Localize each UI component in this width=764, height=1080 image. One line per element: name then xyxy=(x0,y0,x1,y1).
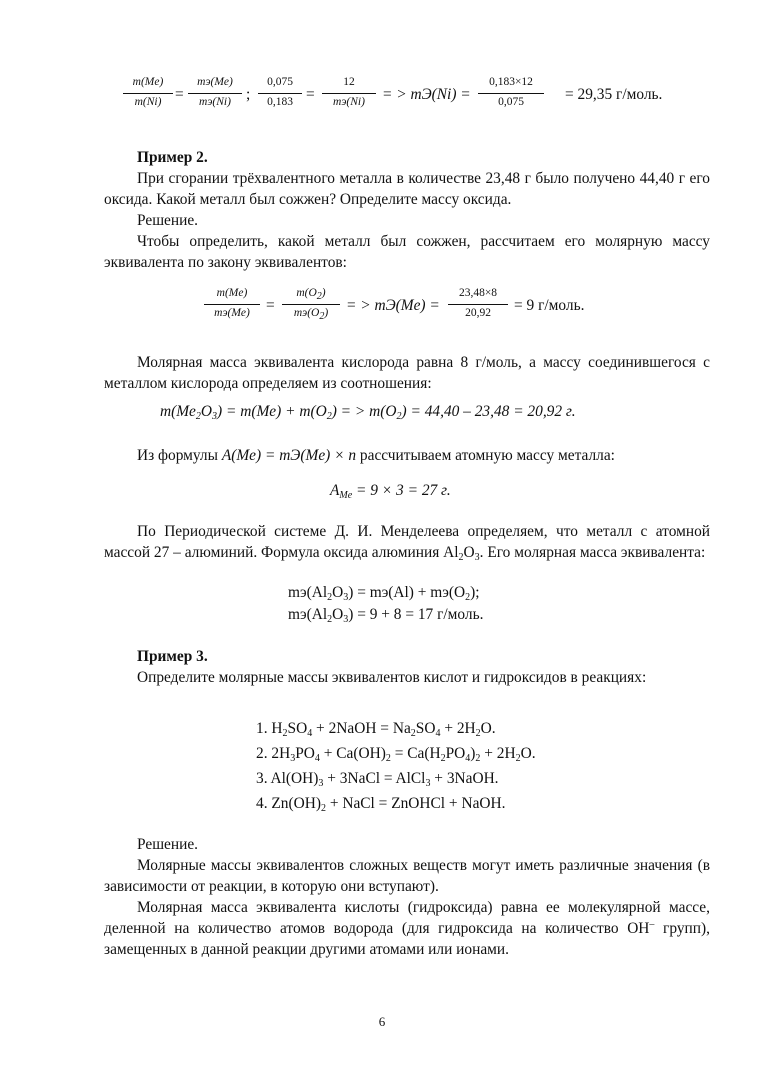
example-2-paragraph-1: Чтобы определить, какой металл был сожжен, рассчитаем его молярную массу эквивалента по закону эквивалентов: xyxy=(104,233,710,271)
example-2-heading: Пример 2. xyxy=(137,149,208,166)
example-2-paragraph-3: Из формулы A(Me) = mЭ(Me) × n рассчитываем атомную массу металла: xyxy=(137,447,615,464)
example-2-problem: При сгорании трёхвалентного металла в количестве 23,48 г было получено 44,40 г его оксида. Какой металл был сожжен? Определите массу оксида. xyxy=(104,170,710,208)
reaction-3: 3. $Al(OH)_3$ + 3NaCl = AlCl$_3$ + 3NaOH. xyxy=(256,770,499,789)
example-3-heading: Пример 3. xyxy=(137,648,208,665)
equation-oxide-1: $mэ(Al_2O_3) = mэ(Al) + mэ(O_2)$; xyxy=(288,584,480,603)
equation-atomic-mass: $A_{Me} = 9 \times 3 = 27$ г. xyxy=(330,482,451,501)
example-2-paragraph-2: Молярная масса эквивалента кислорода равна 8 г/моль, а массу соединившегося с металлом кислорода определяем из соотношения: xyxy=(104,354,710,392)
reaction-1: 1. $H_2SO_4$ + 2NaOH = $Na_2SO_4 + 2H_2O$. xyxy=(256,720,496,739)
example-2-solution-label: Решение. xyxy=(137,212,199,229)
equation-oxygen-mass: $m(Me_2O_3) = m(Me) + m(O_2)$ = > $m(O_2) = 44,40 - 23,48 = 20,92$ г. xyxy=(160,403,576,422)
reaction-4: 4. $Zn(OH)_2$ + NaCl = ZnOHCl + NaOH. xyxy=(256,795,506,814)
page-number: 6 xyxy=(378,1014,386,1029)
reaction-2: 2. $2H_3PO_4 + Ca(OH)_2 = Ca(H_2PO_4)_2 + 2H_2O$. xyxy=(256,745,536,764)
example-2-paragraph-4: По Периодической системе Д. И. Менделеева определяем, что металл с атомной массой 27 – алюминий. Формула оксида алюминия $Al_2O_3$. Его молярная масса эквивалента: xyxy=(104,523,710,563)
example-3-paragraph-1: Молярные массы эквивалентов сложных веществ могут иметь различные значения (в зависимости от реакции, в которую они вступают). xyxy=(104,857,710,895)
equation-oxide-2: $mэ(Al_2O_3) = 9 + 8 = 17$ г/моль. xyxy=(288,606,484,625)
example-3-problem: Определите молярные массы эквивалентов кислот и гидроксидов в реакциях: xyxy=(137,669,647,686)
example-3-solution-label: Решение. xyxy=(137,836,199,853)
example-3-paragraph-2: Молярная масса эквивалента кислоты (гидроксида) равна ее молекулярной массе, деленной на количество атомов водорода (для гидроксида на количество OH– групп), замещенных в данной реакции другими атомами или ионами. xyxy=(104,899,710,958)
document-page: m(Me) m(Ni) = mэ(Me) mэ(Ni) ; 0,075 0,183 = 12 mэ(Ni) = > mЭ(Ni) = 0,183×12 0,075 = 29,35 г/моль. Пример 2. При сгорании трёхвалентного металла в количестве 23,48 г было получено 44,40 г его оксида. Какой металл был сожжен? Определите массу оксида. Решение. Чтобы определить, какой металл был сожжен, рассчитаем его молярную массу эквивалента по закону эквивалентов: m(Me) mэ(Me) = $m(O_2)$ $mэ(O_2)$ = > mЭ(Me) = 23,48×8 20,92 = 9 г/моль. Молярная масса эквивалента кислорода равна 8 г/моль, а массу соединившегося с металлом кислорода определяем из соотношения: $m(Me_2O_3) = m(Me) + m(O_2)$ = > $m(O_2) = 44,40 - 23,48 = 20,92$ г. Из формулы A(Me) = mЭ(Me) × n рассчитываем атомную массу металла: $A_{Me} = 9 \times 3 = 27$ г. По Периодической системе Д. И. Менделеева определяем, что металл с атомной массой 27 – алюминий. Формула оксида алюминия $Al_2O_3$. Его молярная масса эквивалента: $mэ(Al_2O_3) = mэ(Al) + mэ(O_2)$; $mэ(Al_2O_3) = 9 + 8 = 17$ г/моль. Пример 3. Определите молярные массы эквивалентов кислот и гидроксидов в реакциях: 1. $H_2SO_4$ + 2NaOH = $Na_2SO_4 + 2H_2O$. 2. $2H_3PO_4 + Ca(OH)_2 = Ca(H_2PO_4)_2 + 2H_2O$. 3. $Al(OH)_3$ + 3NaCl = AlCl$_3$ + 3NaOH. 4. $Zn(OH)_2$ + NaCl = ZnOHCl + NaOH. Решение. Молярные массы эквивалентов сложных веществ могут иметь различные значения (в зависимости от реакции, в которую они вступают). Молярная масса эквивалента кислоты (гидроксида) равна ее молекулярной массе, деленной на количество атомов водорода (для гидроксида на количество OH– групп), замещенных в данной реакции другими атомами или ионами. 6 xyxy=(0,0,764,1080)
